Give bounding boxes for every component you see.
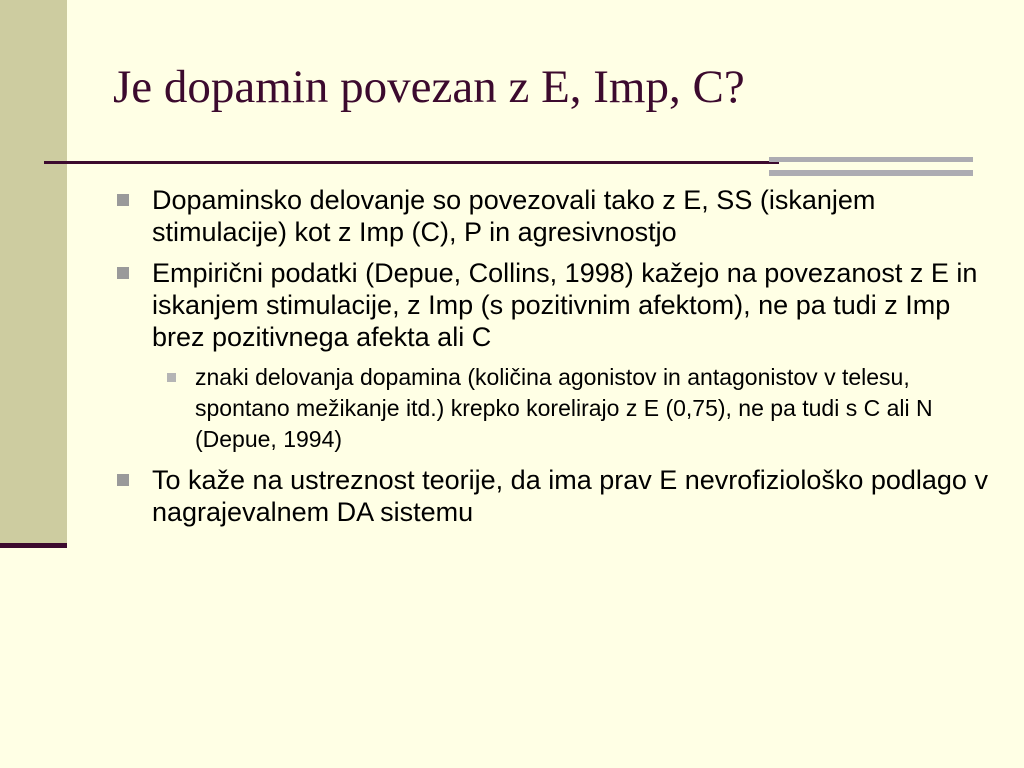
square-bullet-icon [117, 474, 129, 486]
bullet-text: To kaže na ustreznost teorije, da ima prav E nevrofiziološko podlago v nagrajevalnem DA sistemu [152, 465, 988, 527]
title-accent-bar-top [769, 157, 973, 162]
square-bullet-icon [117, 267, 129, 279]
title-accent-bar-bottom [769, 170, 973, 176]
sub-bullet-item [164, 362, 996, 455]
square-bullet-icon [117, 194, 129, 206]
small-square-bullet-icon [167, 373, 176, 382]
bullet-text: Empirični podatki (Depue, Collins, 1998) kažejo na povezanost z E in iskanjem stimulacije, z Imp (s pozitivnim afektom), ne pa tudi z Imp brez pozitivnega afekta ali C [152, 258, 978, 352]
sub-bullet-text: znaki delovanja dopamina (količina agonistov in antagonistov v telesu, spontano mežikanje itd.) krepko korelirajo z E (0,75), ne pa tudi s C ali N (Depue, 1994) [195, 364, 933, 452]
left-decorative-band [0, 0, 67, 546]
slide-content [116, 184, 996, 537]
title-divider-line [44, 161, 779, 164]
bullet-item [116, 184, 996, 248]
left-band-rule [0, 543, 67, 548]
slide-title: Je dopamin povezan z E, Imp, C? [113, 61, 745, 113]
bullet-item [116, 257, 996, 353]
bullet-text: Dopaminsko delovanje so povezovali tako z E, SS (iskanjem stimulacije) kot z Imp (C), P in agresivnostjo [152, 185, 876, 247]
bullet-item [116, 464, 996, 528]
